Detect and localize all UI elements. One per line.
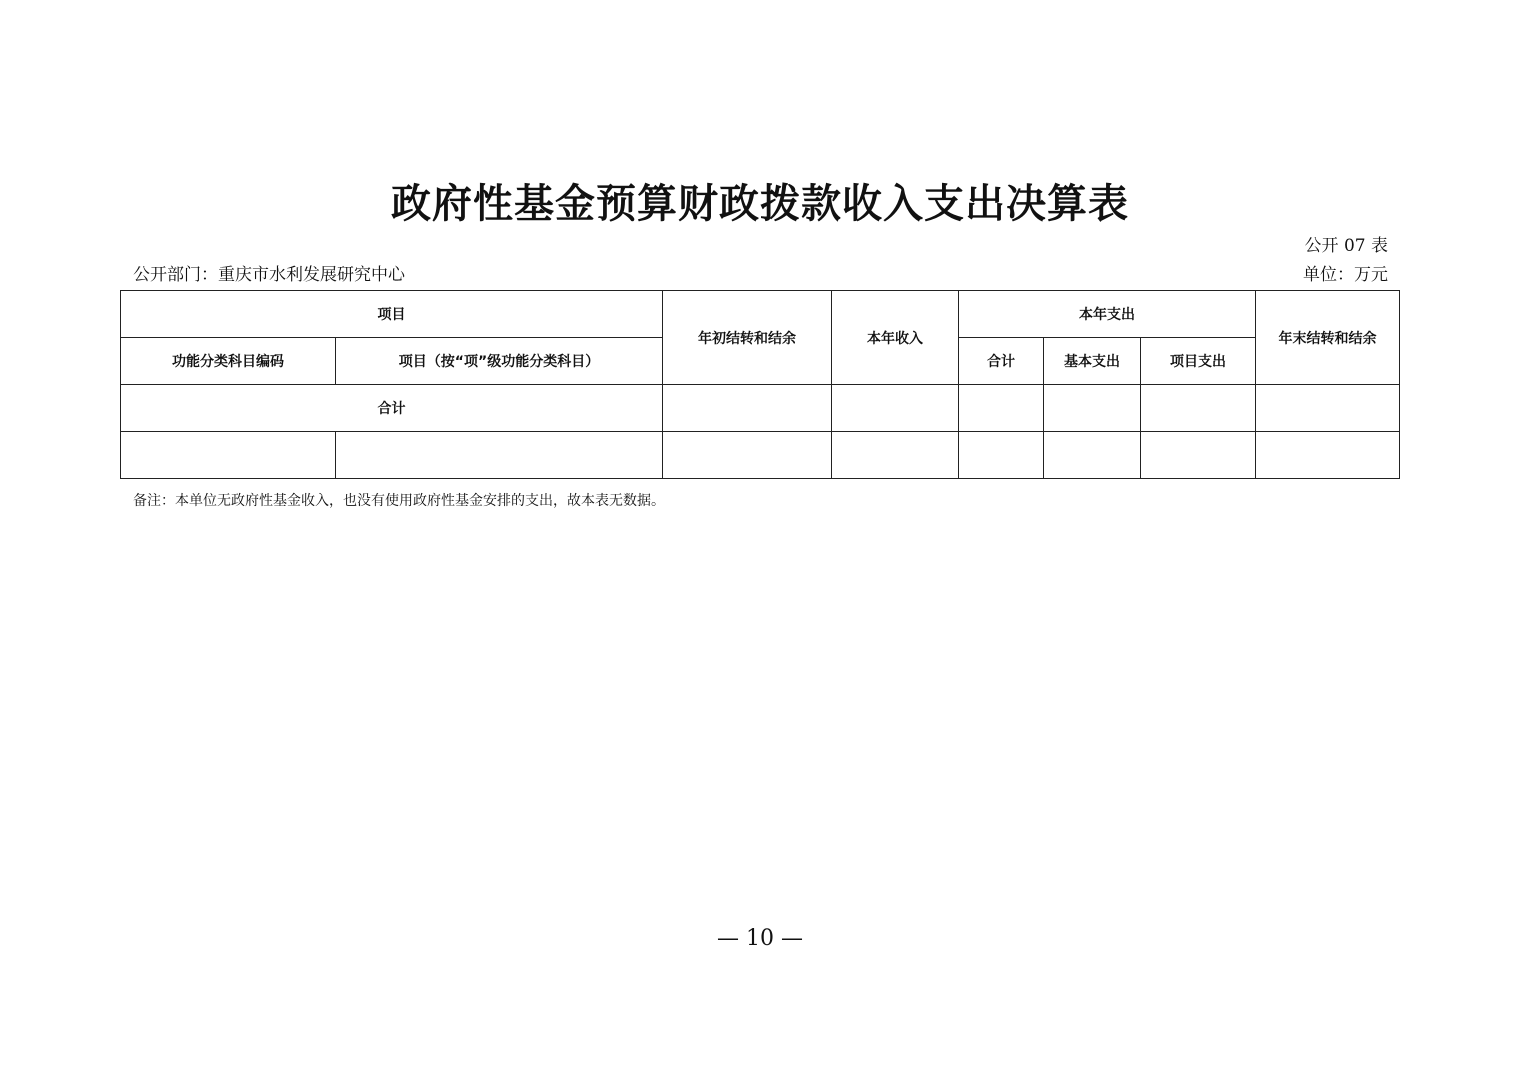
- row-current-income-cell: [832, 432, 959, 479]
- header-current-income: 本年收入: [832, 291, 959, 385]
- header-row-1: [121, 291, 1400, 338]
- summary-project-expense: [1141, 385, 1256, 432]
- form-number: 公开 07 表: [1304, 236, 1388, 256]
- header-basic-expense: 基本支出: [1044, 338, 1141, 385]
- header-carryover-end: 年末结转和结余: [1256, 291, 1400, 385]
- header-current-expense: 本年支出: [959, 291, 1256, 338]
- summary-carryover-end: [1256, 385, 1400, 432]
- document-title: 政府性基金预算财政拨款收入支出决算表: [391, 180, 1129, 227]
- row-name-cell: [336, 432, 663, 479]
- summary-carryover-start: [663, 385, 832, 432]
- row-basic-expense-cell: [1044, 432, 1141, 479]
- budget-table: [120, 290, 1400, 479]
- header-expense-total: 合计: [959, 338, 1044, 385]
- header-carryover-start: 年初结转和结余: [663, 291, 832, 385]
- page-number: — 10 —: [717, 926, 803, 951]
- unit-label: 单位：万元: [1303, 265, 1388, 285]
- header-item-by-class: 项目（按“项”级功能分类科目）: [336, 338, 663, 385]
- row-project-expense-cell: [1141, 432, 1256, 479]
- row-code-cell: [121, 432, 336, 479]
- header-func-code: 功能分类科目编码: [121, 338, 336, 385]
- header-item: 项目: [121, 291, 663, 338]
- summary-expense-total: [959, 385, 1044, 432]
- summary-row: [121, 385, 1400, 432]
- summary-current-income: [832, 385, 959, 432]
- row-expense-total-cell: [959, 432, 1044, 479]
- header-project-expense: 项目支出: [1141, 338, 1256, 385]
- table-note: 备注：本单位无政府性基金收入，也没有使用政府性基金安排的支出，故本表无数据。: [133, 493, 665, 509]
- summary-basic-expense: [1044, 385, 1141, 432]
- department-label: 公开部门：重庆市水利发展研究中心: [133, 265, 405, 285]
- row-carryover-end-cell: [1256, 432, 1400, 479]
- summary-label: 合计: [121, 385, 663, 432]
- table-row: [121, 432, 1400, 479]
- row-carryover-start-cell: [663, 432, 832, 479]
